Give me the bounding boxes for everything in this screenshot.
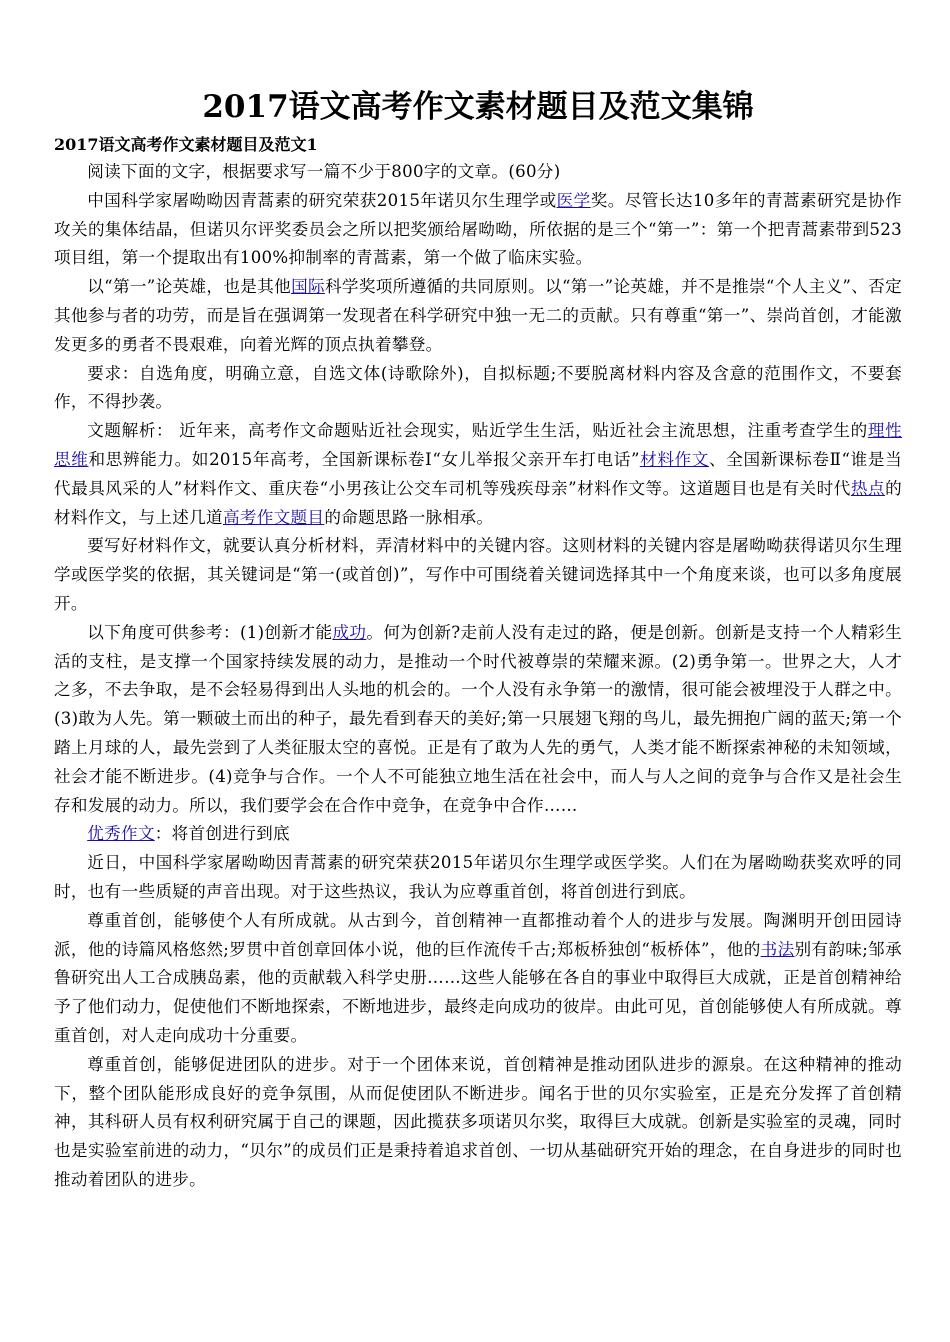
paragraph-text: 以“第一”论英雄，也是其他 (87, 277, 292, 297)
paragraph-text: 科学奖项所遵循的共同原则。以“第一”论英雄，并不是推崇“个人主义”、否定其他参与者的功劳，而是旨在强调第一发现者在科学研究中独一无二的贡献。只有尊重“第一”、崇尚首创，才能激发更多的勇者不畏艰难，向着光辉的顶点执着攀登。 (54, 277, 902, 354)
paragraph-text: 奖。尽管长达10多年的青蒿素研究是协作攻关的集体结晶，但诺贝尔评奖委员会之所以把奖颁给屠呦呦，所依据的是三个“第一”：第一个把青蒿素带到523项目组，第一个提取出有100%抑制率的青蒿素，第一个做了临床实验。 (54, 190, 902, 268)
page-title: 2017语文高考作文素材题目及范文集锦 (202, 89, 754, 125)
section-heading: 2017语文高考作文素材题目及范文1 (54, 135, 318, 154)
paragraph-text: 尊重首创，能够使个人有所成就。从古到今，首创精神一直都推动着个人的进步与发展。陶渊明开创田园诗派，他的诗篇风格悠然;罗贯中首创章回体小说，他的巨作流传千古;郑板桥独创“板桥体”，他的 (54, 910, 902, 959)
paragraph-text: 尊重首创，能够促进团队的进步。对于一个团体来说，首创精神是推动团队进步的源泉。在这种精神的推动下，整个团队能形成良好的竞争氛围，从而促使团队不断进步。闻名于世的贝尔实验室，正是充分发挥了首创精神，其科研人员有权利研究属于自己的课题，因此揽获多项诺贝尔奖，取得巨大成就。创新是实验室的灵魂，同时也是实验室前进的动力，“贝尔”的成员们正是秉持着追求首创、一切从基础研究开始的理念，在自身进步的同时也推动着团队的进步。 (54, 1054, 902, 1189)
paragraph (54, 417, 902, 532)
paragraph (54, 158, 902, 187)
document-body (54, 158, 902, 1195)
paragraph (54, 619, 902, 821)
inline-link[interactable]: 医学 (556, 190, 591, 210)
paragraph-text: 、全国新课标卷Ⅱ“谁是当代最具风采的人”材料作文、重庆卷“小男孩让公交车司机等残疾母亲”材料作文等。这道题目也是有关时代 (54, 449, 903, 498)
inline-link[interactable]: 成功 (332, 622, 367, 642)
paragraph-text: ：将首创进行到底 (154, 824, 290, 844)
paragraph-text: 别有韵味;邹承鲁研究出人工合成胰岛素，他的贡献载入科学史册……这些人能够在各自的事业中取得巨大成就，正是首创精神给予了他们动力，促使他们不断地探索，不断地进步，最终走向成功的彼岸。由此可见，首创能够使人有所成就。尊重首创，对人走向成功十分重要。 (54, 939, 902, 1045)
paragraph-text: 文题解析： 近年来，高考作文命题贴近社会现实，贴近学生生活，贴近社会主流思想，注重考查学生的 (87, 421, 868, 441)
paragraph (54, 1051, 902, 1195)
paragraph (54, 360, 902, 418)
paragraph-text: 要写好材料作文，就要认真分析材料，弄清材料中的关键内容。这则材料的关键内容是屠呦呦获得诺贝尔生理学或医学奖的依据，其关键词是“第一(或首创)”，写作中可围绕着关键词选择其中一个角度来谈，也可以多角度展开。 (54, 536, 902, 613)
paragraph-text: 的材料作文，与上述几道 (54, 478, 902, 527)
inline-link[interactable]: 材料作文 (639, 449, 710, 469)
paragraph (54, 820, 902, 849)
paragraph-text: 近日，中国科学家屠呦呦因青蒿素的研究荣获2015年诺贝尔生理学或医学奖。人们在为屠呦呦获奖欢呼的同时，也有一些质疑的声音出现。对于这些热议，我认为应尊重首创，将首创进行到底。 (54, 853, 902, 901)
paragraph-text: 中国科学家屠呦呦因青蒿素的研究荣获2015年诺贝尔生理学或 (87, 190, 557, 210)
document-page (54, 86, 902, 1195)
paragraph-text: 和思辨能力。如2015年高考，全国新课标卷Ⅰ“女儿举报父亲开车打电话” (88, 449, 640, 469)
inline-link[interactable]: 高考作文题目 (222, 507, 325, 527)
inline-link[interactable]: 优秀作文 (87, 824, 155, 844)
paragraph (54, 273, 902, 359)
paragraph (54, 907, 902, 1051)
inline-link[interactable]: 书法 (760, 939, 795, 959)
paragraph-text: 阅读下面的文字，根据要求写一篇不少于800字的文章。(60分) (87, 162, 561, 181)
paragraph (54, 187, 902, 273)
paragraph-text: 。何为创新?走前人没有走过的路，便是创新。创新是支持一个人精彩生活的支柱，是支撑一个国家持续发展的动力，是推动一个时代被尊崇的荣耀来源。(2)勇争第一。世界之大，人才之多，不去争取，是不会轻易得到出人头地的机会的。一个人没有永争第一的激情，很可能会被埋没于人群之中。(3)敢为人先。第一颗破土而出的种子，最先看到春天的美好;第一只展翅飞翔的鸟儿，最先拥抱广阔的蓝天;第一个踏上月球的人，最先尝到了人类征服太空的喜悦。正是有了敢为人先的勇气，人类才能不断探索神秘的未知领域，社会才能不断进步。(4)竞争与合作。一个人不可能独立地生活在社会中，而人与人之间的竞争与合作又是社会生存和发展的动力。所以，我们要学会在合作中竞争，在竞争中合作…… (54, 622, 902, 815)
paragraph (54, 532, 902, 618)
paragraph-text: 要求：自选角度，明确立意，自选文体(诗歌除外)，自拟标题;不要脱离材料内容及含意的范围作文，不要套作，不得抄袭。 (54, 363, 902, 412)
paragraph (54, 849, 902, 907)
inline-link[interactable]: 国际 (291, 277, 325, 297)
inline-link[interactable]: 理性思维 (54, 421, 902, 469)
inline-link[interactable]: 热点 (850, 478, 886, 498)
paragraph-text: 的命题思路一脉相承。 (324, 507, 494, 527)
paragraph-text: 以下角度可供参考：(1)创新才能 (87, 622, 333, 642)
